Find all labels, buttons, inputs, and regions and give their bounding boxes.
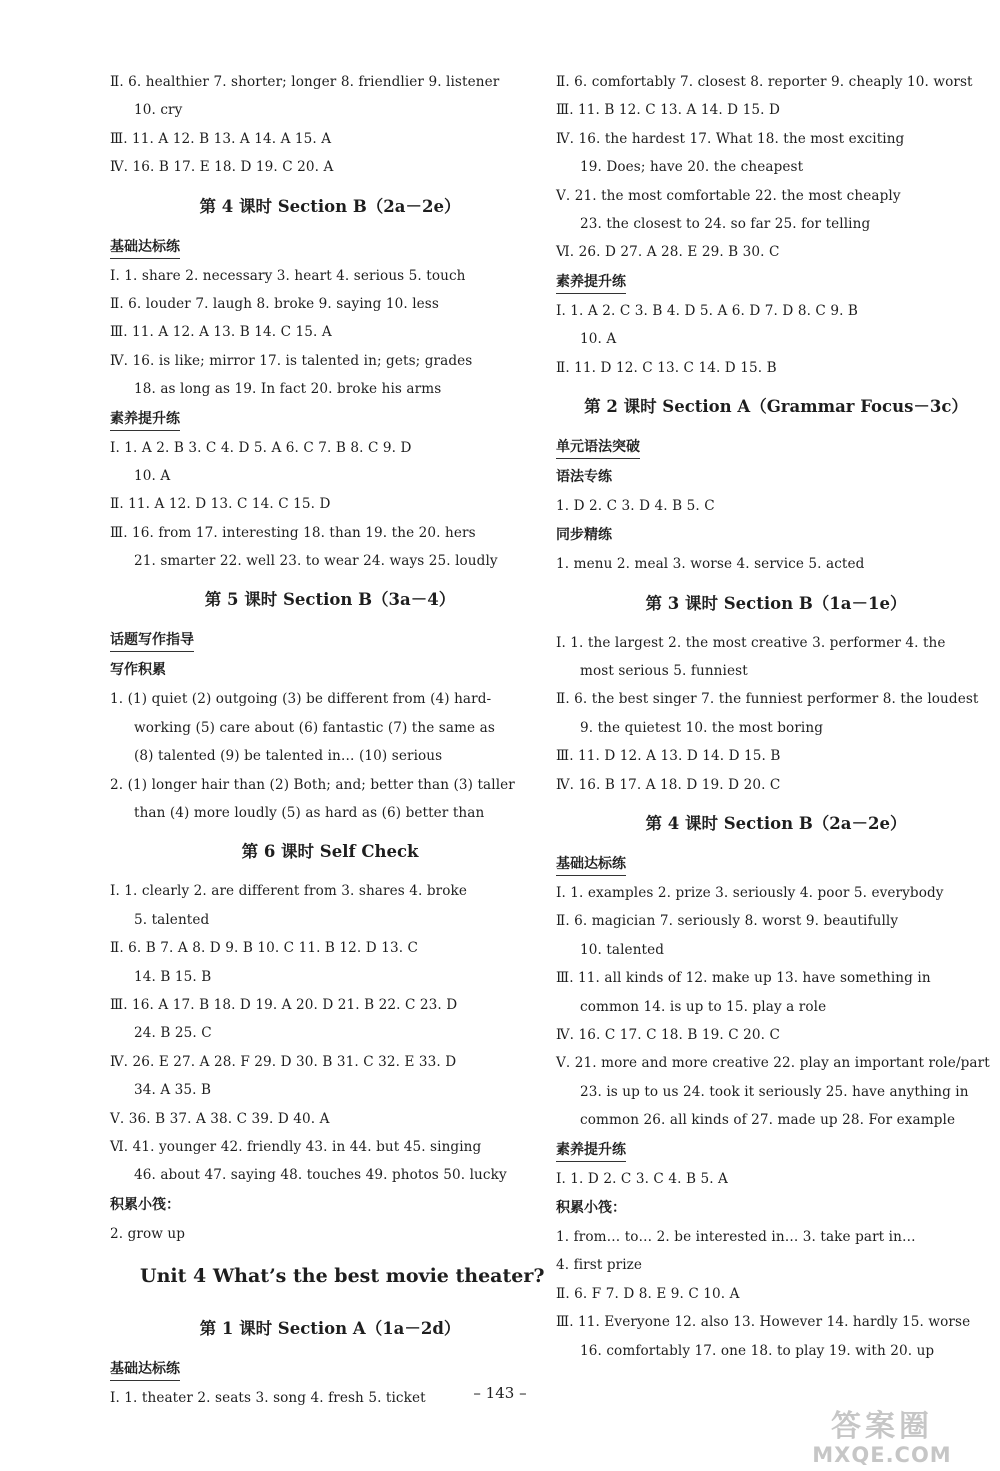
answer-line: Ⅱ. 11. A 12. D 13. C 14. C 15. D xyxy=(110,496,331,513)
answer-line-continued: common 14. is up to 15. play a role xyxy=(580,998,827,1015)
answer-line: Ⅳ. 16. C 17. C 18. B 19. C 20. C xyxy=(556,1026,780,1043)
answer-line: Ⅰ. 1. the largest 2. the most creative 3. performer 4. the xyxy=(556,634,946,651)
answer-line: 1. (1) quiet (2) outgoing (3) be different from (4) hard- xyxy=(110,691,492,708)
answer-line: 2. (1) longer hair than (2) Both; and; better than (3) taller xyxy=(110,776,515,793)
answer-line-continued: 10. talented xyxy=(580,941,665,958)
answer-line: Ⅲ. 11. D 12. A 13. D 14. D 15. B xyxy=(556,748,781,765)
subsection-label xyxy=(110,1354,550,1384)
answer-line-continued: 23. the closest to 24. so far 25. for telling xyxy=(580,215,871,232)
answer-line-continued: 21. smarter 22. well 23. to wear 24. ways 25. loudly xyxy=(134,553,498,570)
answer-line: Ⅱ. 6. B 7. A 8. D 9. B 10. C 11. B 12. D 13. C xyxy=(110,940,419,957)
answer-line: Ⅰ. 1. theater 2. seats 3. song 4. fresh 5. ticket xyxy=(110,1390,426,1407)
answer-line: Ⅰ. 1. share 2. necessary 3. heart 4. serious 5. touch xyxy=(110,267,466,284)
subsection-label-text: 话题写作指导 xyxy=(110,630,194,652)
answer-line: Ⅱ. 6. comfortably 7. closest 8. reporter 9. cheaply 10. worst xyxy=(556,74,973,90)
section-heading: 第 6 课时 Self Check xyxy=(241,842,419,862)
section-heading: 第 1 课时 Section A（1a－2d） xyxy=(199,1319,461,1339)
page-number: – 143 – xyxy=(473,1384,527,1402)
answer-line: Ⅰ. 1. D 2. C 3. C 4. B 5. A xyxy=(556,1170,728,1187)
subsection-label xyxy=(110,404,550,434)
answer-line: 1. from… to… 2. be interested in… 3. take part in… xyxy=(556,1228,916,1245)
answer-line: Ⅰ. 1. examples 2. prize 3. seriously 4. poor 5. everybody xyxy=(556,885,944,902)
answer-line: Ⅴ. 21. more and more creative 22. play an important role/part xyxy=(556,1055,990,1072)
subsection-label xyxy=(556,849,996,879)
answer-line: Ⅳ. 16. B 17. E 18. D 19. C 20. A xyxy=(110,159,334,176)
answer-line-continued: 10. A xyxy=(580,331,617,348)
answer-line: Ⅰ. 1. clearly 2. are different from 3. shares 4. broke xyxy=(110,883,468,900)
section-heading: 第 4 课时 Section B（2a－2e） xyxy=(199,196,461,216)
left-column xyxy=(110,68,550,1413)
answer-line: Ⅰ. 1. A 2. B 3. C 4. D 5. A 6. C 7. B 8. C 9. D xyxy=(110,439,412,456)
answer-line: Ⅱ. 6. magician 7. seriously 8. worst 9. beautifully xyxy=(556,913,899,930)
unit-title: Unit 4 What’s the best movie theater? xyxy=(140,1265,545,1288)
answer-line-continued: working (5) care about (6) fantastic (7) the same as xyxy=(134,719,495,736)
section-heading: 第 4 课时 Section B（2a－2e） xyxy=(645,814,907,834)
answer-line: Ⅴ. 21. the most comfortable 22. the most cheaply xyxy=(556,187,901,204)
answer-line: Ⅵ. 26. D 27. A 28. E 29. B 30. C xyxy=(556,244,780,261)
subsection-label: 写作积累 xyxy=(110,662,166,679)
answer-line: Ⅱ. 6. healthier 7. shorter; longer 8. friendlier 9. listener xyxy=(110,74,500,90)
answer-line-continued: 5. talented xyxy=(134,911,210,928)
answer-line-continued: 9. the quietest 10. the most boring xyxy=(580,719,824,736)
answer-line-continued: 10. cry xyxy=(134,102,183,119)
subsection-label: 积累小筏： xyxy=(110,1196,180,1213)
answer-line: Ⅲ. 16. from 17. interesting 18. than 19. the 20. hers xyxy=(110,524,476,541)
answer-line-continued: 19. Does; have 20. the cheapest xyxy=(580,159,804,176)
subsection-label-text: 基础达标练 xyxy=(110,237,180,259)
answer-line: Ⅳ. 16. the hardest 17. What 18. the most exciting xyxy=(556,130,905,147)
answer-line: Ⅴ. 36. B 37. A 38. C 39. D 40. A xyxy=(110,1110,330,1127)
answer-line: 4. first prize xyxy=(556,1257,643,1274)
subsection-label-text: 素养提升练 xyxy=(110,409,180,431)
subsection-label-text: 基础达标练 xyxy=(556,854,626,876)
answer-line: Ⅲ. 11. A 12. B 13. A 14. A 15. A xyxy=(110,130,332,147)
answer-line: Ⅲ. 11. A 12. A 13. B 14. C 15. A xyxy=(110,324,332,341)
subsection-label xyxy=(556,267,996,297)
answer-line-continued: 18. as long as 19. In fact 20. broke his arms xyxy=(134,381,442,398)
answer-line: Ⅲ. 11. all kinds of 12. make up 13. have something in xyxy=(556,970,931,987)
answer-line: Ⅳ. 26. E 27. A 28. F 29. D 30. B 31. C 32. E 33. D xyxy=(110,1053,457,1070)
subsection-label-text: 素养提升练 xyxy=(556,1140,626,1162)
answer-line-continued: 16. comfortably 17. one 18. to play 19. with 20. up xyxy=(580,1342,935,1359)
answer-line-continued: 23. is up to us 24. took it seriously 25. have anything in xyxy=(580,1083,969,1100)
answer-line: 1. menu 2. meal 3. worse 4. service 5. acted xyxy=(556,556,865,573)
watermark-logo: 答案圈 xyxy=(831,1409,933,1444)
watermark xyxy=(782,1410,982,1466)
subsection-label xyxy=(110,232,550,262)
answer-line: Ⅵ. 41. younger 42. friendly 43. in 44. but 45. singing xyxy=(110,1138,482,1155)
section-heading: 第 5 课时 Section B（3a－4） xyxy=(204,590,456,610)
answer-line: Ⅲ. 11. B 12. C 13. A 14. D 15. D xyxy=(556,102,780,119)
section-heading: 第 3 课时 Section B（1a－1e） xyxy=(645,593,907,613)
subsection-label xyxy=(556,432,996,462)
answer-line: Ⅲ. 11. Everyone 12. also 13. However 14. hardly 15. worse xyxy=(556,1314,971,1331)
answer-line-continued: 34. A 35. B xyxy=(134,1082,212,1099)
answer-line: 1. D 2. C 3. D 4. B 5. C xyxy=(556,497,715,514)
answer-line-continued: most serious 5. funniest xyxy=(580,663,748,680)
answer-line-continued: than (4) more loudly (5) as hard as (6) better than xyxy=(134,805,485,822)
subsection-label-text: 基础达标练 xyxy=(110,1359,180,1381)
answer-line: Ⅱ. 6. the best singer 7. the funniest performer 8. the loudest xyxy=(556,691,979,708)
answer-line-continued: (8) talented (9) be talented in… (10) serious xyxy=(134,748,443,765)
answer-line: 2. grow up xyxy=(110,1225,186,1242)
subsection-label xyxy=(110,625,550,655)
answer-line: Ⅳ. 16. is like; mirror 17. is talented in; gets; grades xyxy=(110,352,473,369)
answer-line: Ⅱ. 11. D 12. C 13. C 14. D 15. B xyxy=(556,359,777,376)
right-column xyxy=(556,68,996,1365)
subsection-label: 积累小筏： xyxy=(556,1199,626,1216)
answer-line: Ⅰ. 1. A 2. C 3. B 4. D 5. A 6. D 7. D 8. C 9. B xyxy=(556,302,859,319)
answer-line: Ⅱ. 6. F 7. D 8. E 9. C 10. A xyxy=(556,1285,740,1302)
subsection-label xyxy=(556,1135,996,1165)
answer-line: Ⅳ. 16. B 17. A 18. D 19. D 20. C xyxy=(556,776,781,793)
answer-line-continued: 24. B 25. C xyxy=(134,1025,212,1042)
answer-line-continued: 14. B 15. B xyxy=(134,968,212,985)
answer-line: Ⅱ. 6. louder 7. laugh 8. broke 9. saying 10. less xyxy=(110,295,439,312)
subsection-label-text: 素养提升练 xyxy=(556,272,626,294)
section-heading: 第 2 课时 Section A（Grammar Focus－3c） xyxy=(584,396,968,416)
watermark-url: MXQE.COM xyxy=(812,1443,952,1467)
answer-line-continued: 10. A xyxy=(134,467,171,484)
answer-line: Ⅲ. 16. A 17. B 18. D 19. A 20. D 21. B 22. C 23. D xyxy=(110,996,458,1013)
subsection-label-text: 单元语法突破 xyxy=(556,437,640,459)
subsection-label: 同步精练 xyxy=(556,527,612,544)
answer-line-continued: 46. about 47. saying 48. touches 49. photos 50. lucky xyxy=(134,1167,507,1184)
subsection-label: 语法专练 xyxy=(556,468,612,485)
answer-line-continued: common 26. all kinds of 27. made up 28. For example xyxy=(580,1112,956,1129)
